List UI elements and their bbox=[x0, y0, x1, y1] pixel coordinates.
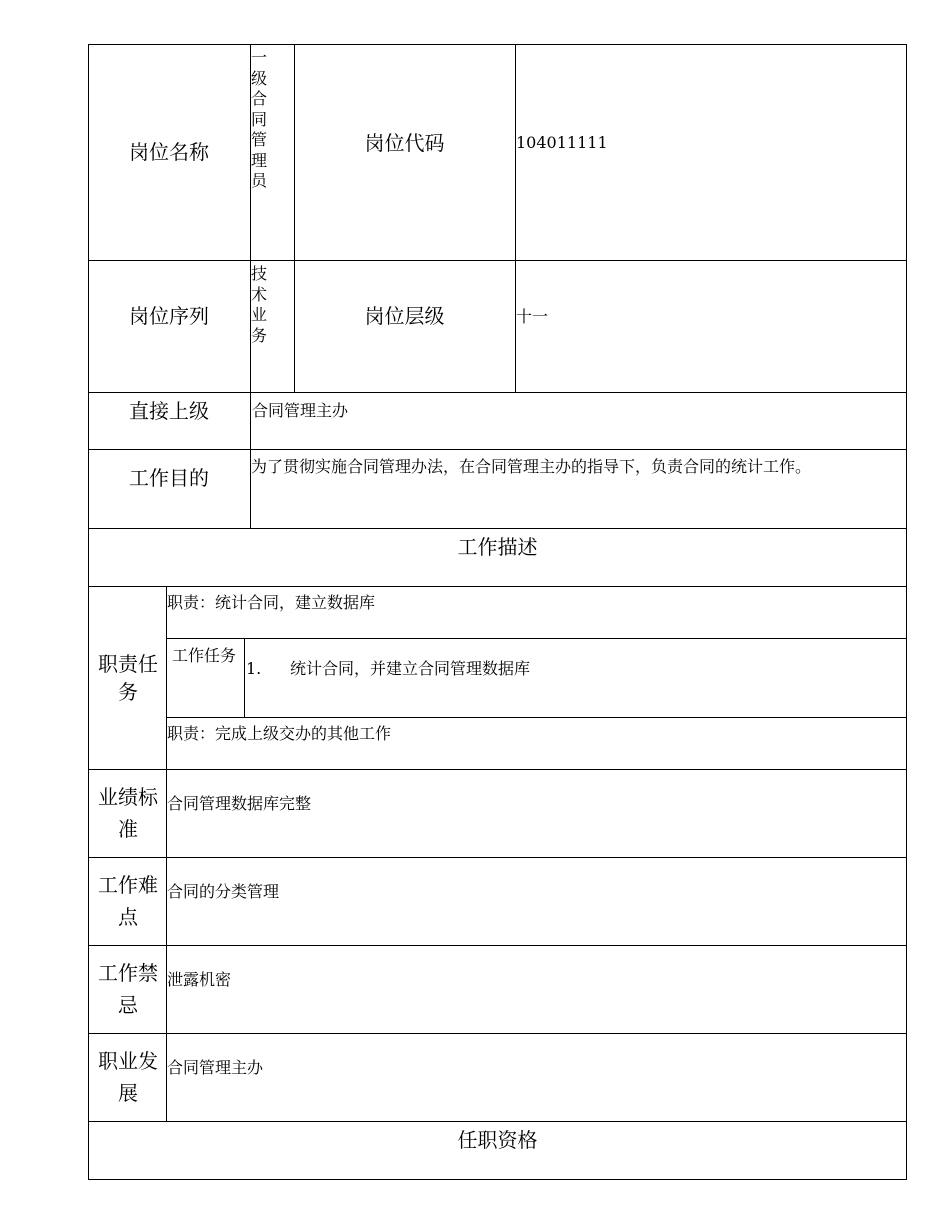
position-name-value: 一级合同管理员 bbox=[251, 48, 268, 190]
difficulty-value: 合同的分类管理 bbox=[167, 882, 280, 901]
row-divider bbox=[88, 769, 907, 770]
duties-label: 职责任务 bbox=[98, 651, 158, 704]
position-sequence-label: 岗位序列 bbox=[129, 304, 209, 328]
qualification-heading: 任职资格 bbox=[457, 1128, 538, 1152]
performance-value: 合同管理数据库完整 bbox=[167, 794, 312, 813]
row-divider bbox=[166, 717, 907, 718]
row-divider bbox=[88, 945, 907, 946]
position-level-value: 十一 bbox=[516, 307, 549, 326]
row-divider bbox=[88, 857, 907, 858]
work-purpose-label: 工作目的 bbox=[129, 466, 209, 490]
row-divider bbox=[88, 1033, 907, 1034]
task-label: 工作任务 bbox=[171, 646, 236, 665]
direct-superior-label: 直接上级 bbox=[129, 399, 209, 423]
work-description-heading: 工作描述 bbox=[457, 535, 538, 559]
position-name-label: 岗位名称 bbox=[129, 140, 209, 164]
position-level-label: 岗位层级 bbox=[364, 304, 445, 328]
column-divider bbox=[166, 586, 167, 1122]
position-code-label: 岗位代码 bbox=[364, 131, 445, 155]
taboo-label: 工作禁忌 bbox=[98, 961, 158, 1017]
duty-2: 职责：完成上级交办的其他工作 bbox=[167, 724, 392, 743]
column-divider bbox=[515, 44, 516, 393]
taboo-value: 泄露机密 bbox=[167, 970, 232, 989]
task-1-number: 1. bbox=[246, 659, 262, 678]
work-purpose-value: 为了贯彻实施合同管理办法，在合同管理主办的指导下，负责合同的统计工作。 bbox=[251, 457, 812, 476]
performance-label: 业绩标准 bbox=[98, 785, 158, 841]
position-code-value: 104011111 bbox=[516, 133, 608, 152]
career-label: 职业发展 bbox=[98, 1049, 158, 1105]
duty-1: 职责：统计合同，建立数据库 bbox=[167, 593, 376, 612]
direct-superior-value: 合同管理主办 bbox=[252, 401, 349, 420]
career-value: 合同管理主办 bbox=[167, 1058, 264, 1077]
difficulty-label: 工作难点 bbox=[98, 873, 158, 929]
position-sequence-value: 技术业务 bbox=[251, 264, 268, 345]
row-divider bbox=[88, 586, 907, 587]
column-divider bbox=[244, 638, 245, 718]
task-1: 统计合同，并建立合同管理数据库 bbox=[290, 659, 531, 678]
row-divider bbox=[166, 638, 907, 639]
